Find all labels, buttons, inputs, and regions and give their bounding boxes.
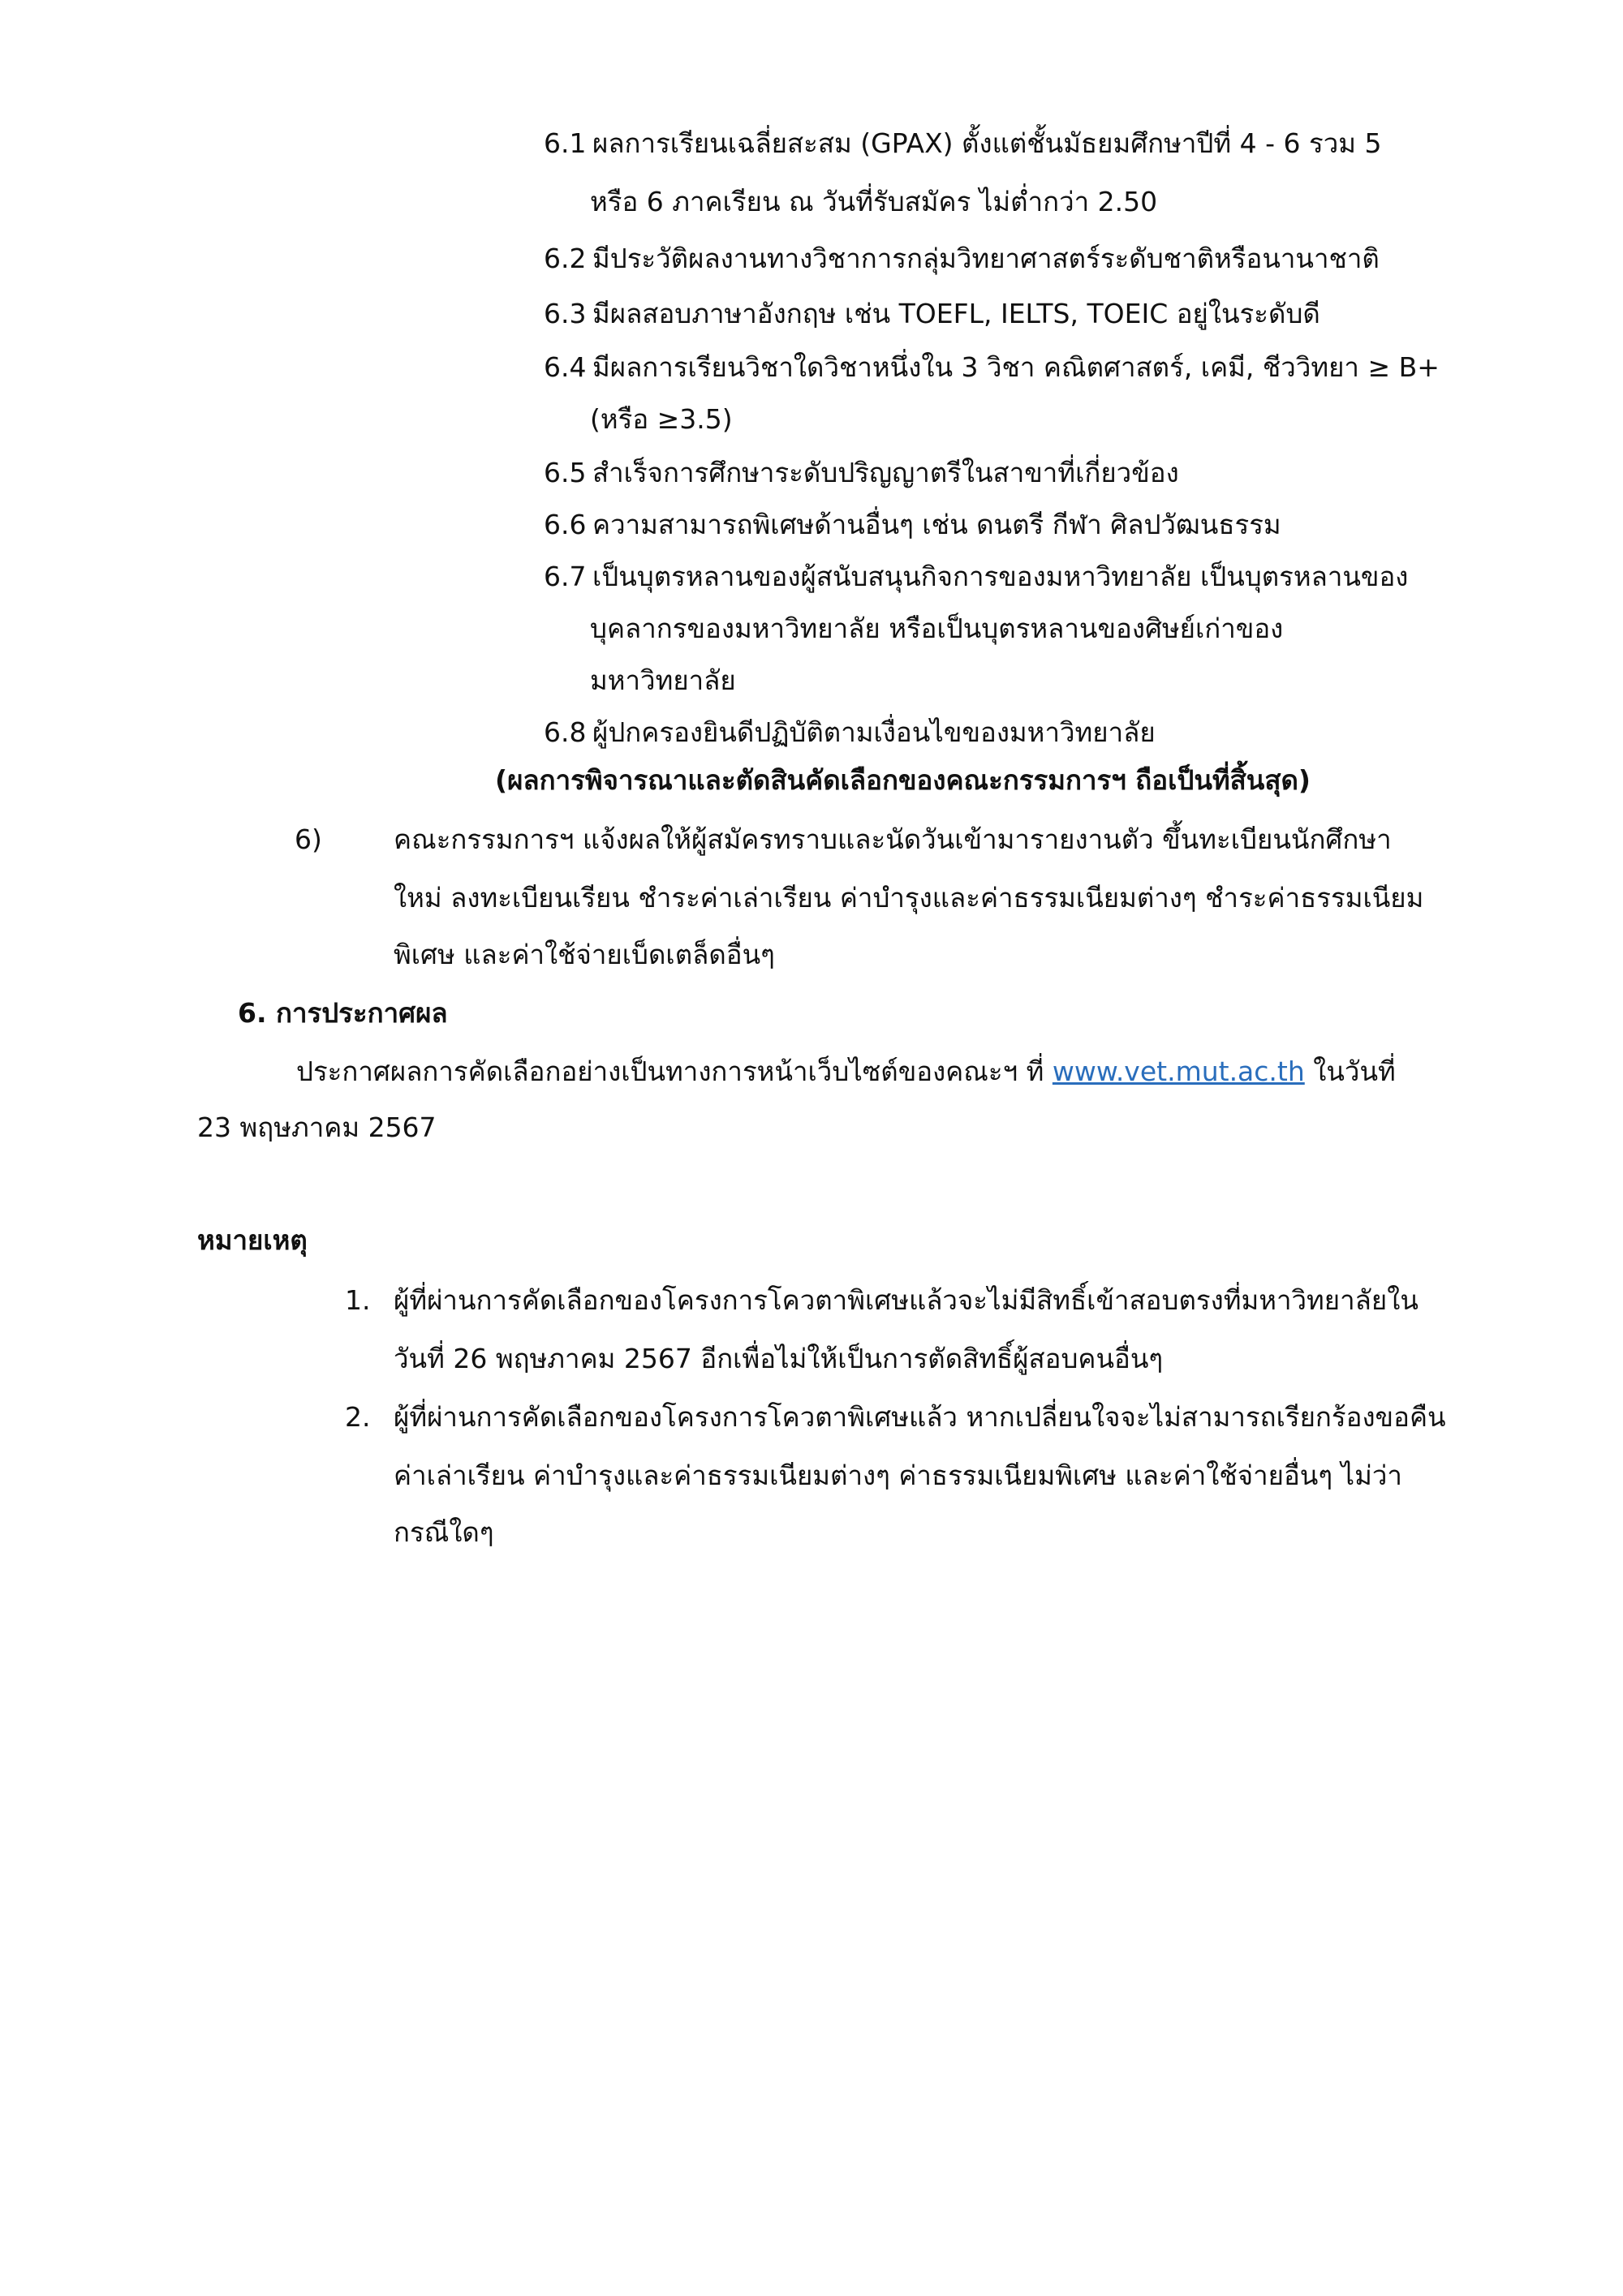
remark-1-line-2: วันที่ 26 พฤษภาคม 2567 อีกเพื่อไม่ให้เป็นการตัดสิทธิ์ผู้สอบคนอื่นๆ bbox=[394, 1343, 1164, 1374]
announcement-text-after-link: ในวันที่ bbox=[1304, 1056, 1396, 1087]
criterion-6-7-line-3: มหาวิทยาลัย bbox=[590, 664, 736, 696]
criterion-6-8-number: 6.8 bbox=[544, 716, 587, 748]
committee-note: (ผลการพิจารณาและตัดสินคัดเลือกของคณะกรรมการฯ ถือเป็นที่สิ้นสุด) bbox=[495, 764, 1311, 796]
criterion-6-5-line-1: สำเร็จการศึกษาระดับปริญญาตรีในสาขาที่เกี่ยวข้อง bbox=[592, 457, 1179, 488]
remarks-heading: หมายเหตุ bbox=[197, 1224, 308, 1256]
remark-2-number: 2. bbox=[345, 1401, 371, 1433]
criterion-6-6-number: 6.6 bbox=[544, 509, 587, 540]
criterion-6-1-number: 6.1 bbox=[544, 127, 587, 159]
remark-1-number: 1. bbox=[345, 1284, 371, 1316]
announcement-date: 23 พฤษภาคม 2567 bbox=[197, 1111, 437, 1143]
criterion-6-4-line-2: (หรือ ≥3.5) bbox=[590, 403, 733, 435]
criterion-6-7-line-1: เป็นบุตรหลานของผู้สนับสนุนกิจการของมหาวิทยาลัย เป็นบุตรหลานของ bbox=[592, 561, 1409, 592]
criterion-6-6-line-1: ความสามารถพิเศษด้านอื่นๆ เช่น ดนตรี กีฬา ศิลปวัฒนธรรม bbox=[592, 509, 1281, 540]
remark-2-line-2: ค่าเล่าเรียน ค่าบำรุงและค่าธรรมเนียมต่างๆ ค่าธรรมเนียมพิเศษ และค่าใช้จ่ายอื่นๆ ไม่ว่า bbox=[394, 1460, 1402, 1491]
criterion-6-7-line-2 bbox=[590, 615, 1440, 642]
announcement-heading: 6. การประกาศผล bbox=[238, 997, 448, 1029]
criterion-6-2-number: 6.2 bbox=[544, 243, 587, 274]
announcement-text-before-link: ประกาศผลการคัดเลือกอย่างเป็นทางการหน้าเว็บไซต์ของคณะฯ ที่ bbox=[296, 1056, 1053, 1087]
step-6-line-2: ใหม่ ลงทะเบียนเรียน ชำระค่าเล่าเรียน ค่าบำรุงและค่าธรรมเนียมต่างๆ ชำระค่าธรรมเนียม bbox=[394, 882, 1424, 914]
website-link[interactable]: www.vet.mut.ac.th bbox=[1052, 1056, 1305, 1087]
step-6-line-3: พิเศษ และค่าใช้จ่ายเบ็ดเตล็ดอื่นๆ bbox=[394, 939, 775, 970]
remark-1-line-1: ผู้ที่ผ่านการคัดเลือกของโครงการโควตาพิเศษแล้วจะไม่มีสิทธิ์เข้าสอบตรงที่มหาวิทยาลัยใน bbox=[394, 1284, 1419, 1316]
criterion-6-5-number: 6.5 bbox=[544, 457, 587, 488]
announcement-text bbox=[296, 1058, 1396, 1085]
criterion-6-3-number: 6.3 bbox=[544, 298, 587, 329]
criterion-6-7-number: 6.7 bbox=[544, 561, 587, 592]
remark-2-line-3: กรณีใดๆ bbox=[394, 1516, 494, 1548]
criterion-6-7-line-2-text: บุคลากรของมหาวิทยาลัย หรือเป็นบุตรหลานของศิษย์เก่าของ bbox=[590, 613, 1284, 644]
criterion-6-8-line-1: ผู้ปกครองยินดีปฏิบัติตามเงื่อนไขของมหาวิทยาลัย bbox=[592, 716, 1156, 748]
criterion-6-2-line-1: มีประวัติผลงานทางวิชาการกลุ่มวิทยาศาสตร์ระดับชาติหรือนานาชาติ bbox=[592, 243, 1380, 274]
step-6-number: 6) bbox=[295, 823, 322, 855]
remark-2-line-1: ผู้ที่ผ่านการคัดเลือกของโครงการโควตาพิเศษแล้ว หากเปลี่ยนใจจะไม่สามารถเรียกร้องขอคืน bbox=[394, 1401, 1446, 1433]
criterion-6-4-number: 6.4 bbox=[544, 351, 587, 383]
criterion-6-3-line-1: มีผลสอบภาษาอังกฤษ เช่น TOEFL, IELTS, TOEIC อยู่ในระดับดี bbox=[592, 298, 1320, 329]
criterion-6-1-line-2: หรือ 6 ภาคเรียน ณ วันที่รับสมัคร ไม่ต่ำกว่า 2.50 bbox=[590, 186, 1158, 217]
step-6-line-1: คณะกรรมการฯ แจ้งผลให้ผู้สมัครทราบและนัดวันเข้ามารายงานตัว ขึ้นทะเบียนนักศึกษา bbox=[394, 823, 1392, 855]
criterion-6-1-line-1: ผลการเรียนเฉลี่ยสะสม (GPAX) ตั้งแต่ชั้นมัธยมศึกษาปีที่ 4 - 6 รวม 5 bbox=[592, 127, 1382, 159]
criterion-6-4-line-1: มีผลการเรียนวิชาใดวิชาหนึ่งใน 3 วิชา คณิตศาสตร์, เคมี, ชีววิทยา ≥ B+ bbox=[592, 351, 1440, 383]
